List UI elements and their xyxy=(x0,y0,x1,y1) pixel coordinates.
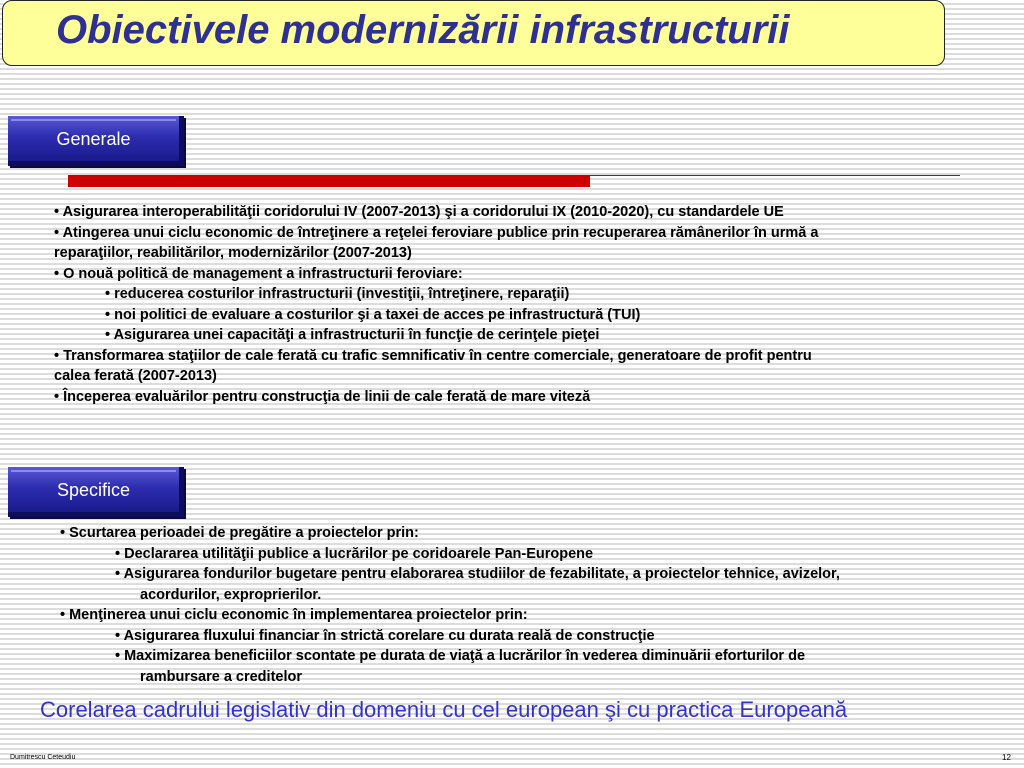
specifice-line: • Scurtarea perioadei de pregătire a proiectelor prin: xyxy=(60,525,419,541)
generale-line: calea ferată (2007-2013) xyxy=(54,368,217,384)
tab-generale xyxy=(8,116,184,166)
generale-line: • Asigurarea interoperabilităţii coridorului IV (2007-2013) şi a coridorului IX (2010-2020), cu standardele UE xyxy=(54,204,784,220)
tab-generale-label: Generale xyxy=(56,129,131,149)
tab-specifice-label: Specifice xyxy=(56,480,131,500)
generale-subline: • Asigurarea unei capacităţi a infrastructurii în funcţie de cerinţele pieţei xyxy=(105,327,600,343)
specifice-subline: rambursare a creditelor xyxy=(140,668,302,685)
footer-slogan: Corelarea cadrului legislativ din domeniu cu cel european şi cu practica Europeană xyxy=(40,697,848,722)
generale-subline: • reducerea costurilor infrastructurii (investiţii, întreţinere, reparaţii) xyxy=(105,286,570,302)
red-divider-bar xyxy=(68,175,590,187)
specifice-subline: acordurilor, exproprierilor. xyxy=(140,586,322,603)
tab-specifice xyxy=(8,467,184,517)
page-number: 12 xyxy=(1002,753,1011,762)
generale-content xyxy=(54,202,818,407)
generale-line: • Începerea evaluărilor pentru construcţia de linii de cale ferată de mare viteză xyxy=(54,388,591,405)
generale-line: • O nouă politică de management a infrastructurii feroviare: xyxy=(54,265,463,282)
generale-line: reparaţiilor, reabilitărilor, modernizărilor (2007-2013) xyxy=(54,245,412,261)
specifice-subline: • Declararea utilităţii publice a lucrărilor pe coridoarele Pan-Europene xyxy=(115,545,594,562)
specifice-subline: • Asigurarea fondurilor bugetare pentru elaborarea studiilor de fezabilitate, a proiectelor tehnice, avizelor, xyxy=(115,566,840,582)
red-divider-line xyxy=(590,175,960,176)
specifice-subline: • Asigurarea fluxului financiar în strictă corelare cu durata reală de construcţie xyxy=(115,627,655,644)
footer-author: Dumitrescu Ceteudiu xyxy=(10,754,76,761)
generale-line: • Atingerea unui ciclu economic de întreţinere a reţelei feroviare publice prin recuperarea rămânerilor în urmă a xyxy=(54,224,819,241)
slide-title: Obiectivele modernizării infrastructurii xyxy=(56,8,790,52)
generale-line: • Transformarea staţiilor de cale ferată cu trafic semnificativ în centre comerciale, generatoare de profit pentru xyxy=(54,347,812,364)
specifice-subline: • Maximizarea beneficiilor scontate pe durata de viaţă a lucrărilor în vederea diminuării eforturilor de xyxy=(115,648,806,664)
specifice-line: • Menţinerea unui ciclu economic în implementarea proiectelor prin: xyxy=(60,607,528,623)
specifice-content xyxy=(60,523,840,687)
generale-subline: • noi politici de evaluare a costurilor şi a taxei de acces pe infrastructură (TUI) xyxy=(105,306,641,323)
